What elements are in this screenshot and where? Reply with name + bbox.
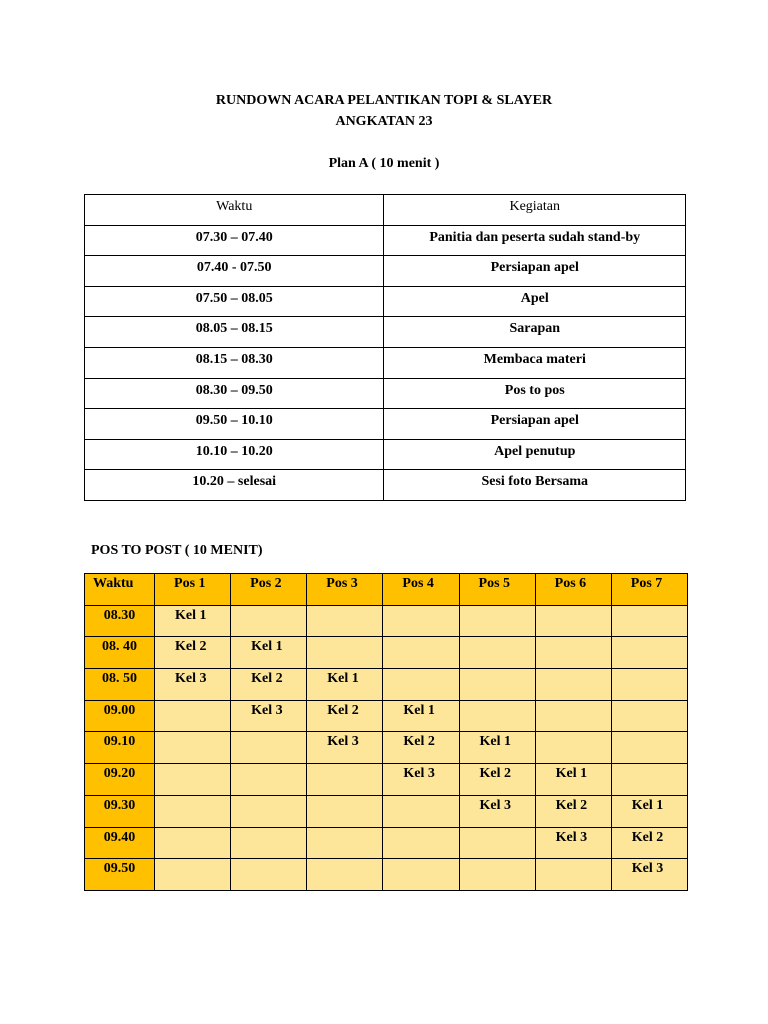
activity-cell: Persiapan apel	[384, 256, 686, 287]
activity-cell: Sarapan	[384, 317, 686, 348]
plan-label: Plan A ( 10 menit )	[328, 156, 440, 171]
group-cell	[155, 827, 231, 859]
group-cell	[611, 637, 687, 669]
table-row	[85, 700, 688, 732]
time-cell: 07.50 – 08.05	[85, 286, 384, 317]
time-cell: 08.15 – 08.30	[85, 347, 384, 378]
column-header: Pos 2	[231, 574, 307, 606]
group-cell	[383, 795, 459, 827]
group-cell: Kel 2	[155, 637, 231, 669]
group-cell	[155, 732, 231, 764]
time-cell: 08.30	[85, 605, 155, 637]
table-header-row	[85, 574, 688, 606]
table-row	[85, 317, 686, 348]
group-cell: Kel 1	[155, 605, 231, 637]
group-cell	[535, 605, 611, 637]
group-cell	[155, 795, 231, 827]
group-cell	[307, 764, 383, 796]
group-cell	[383, 827, 459, 859]
group-cell	[459, 669, 535, 701]
group-cell: Kel 3	[535, 827, 611, 859]
time-cell: 08. 40	[85, 637, 155, 669]
table-row	[85, 605, 688, 637]
time-cell: 08. 50	[85, 669, 155, 701]
table-row	[85, 378, 686, 409]
group-cell	[307, 637, 383, 669]
table-row	[85, 256, 686, 287]
group-cell: Kel 1	[383, 700, 459, 732]
group-cell: Kel 1	[535, 764, 611, 796]
time-cell: 10.20 – selesai	[85, 470, 384, 501]
table-row	[85, 795, 688, 827]
column-header: Pos 1	[155, 574, 231, 606]
group-cell	[307, 827, 383, 859]
table-row	[85, 439, 686, 470]
column-header: Waktu	[85, 574, 155, 606]
group-cell	[155, 700, 231, 732]
pos-section-heading: POS TO POST ( 10 MENIT)	[91, 543, 263, 558]
time-cell: 09.10	[85, 732, 155, 764]
activity-cell: Membaca materi	[384, 347, 686, 378]
activity-cell: Apel	[384, 286, 686, 317]
time-cell: 09.40	[85, 827, 155, 859]
table-row	[85, 347, 686, 378]
time-cell: 07.40 - 07.50	[85, 256, 384, 287]
group-cell	[535, 700, 611, 732]
rundown-table	[84, 194, 686, 501]
table-row	[85, 470, 686, 501]
group-cell: Kel 3	[231, 700, 307, 732]
group-cell: Kel 2	[459, 764, 535, 796]
group-cell	[459, 637, 535, 669]
group-cell	[459, 859, 535, 891]
group-cell: Kel 3	[383, 764, 459, 796]
table-row	[85, 225, 686, 256]
time-cell: 10.10 – 10.20	[85, 439, 384, 470]
table-row	[85, 669, 688, 701]
group-cell: Kel 3	[307, 732, 383, 764]
group-cell	[459, 827, 535, 859]
group-cell	[535, 669, 611, 701]
activity-cell: Pos to pos	[384, 378, 686, 409]
table-row	[85, 859, 688, 891]
time-cell: 09.50 – 10.10	[85, 409, 384, 440]
group-cell	[459, 700, 535, 732]
time-cell: 08.30 – 09.50	[85, 378, 384, 409]
column-header: Pos 3	[307, 574, 383, 606]
group-cell: Kel 1	[231, 637, 307, 669]
activity-cell: Sesi foto Bersama	[384, 470, 686, 501]
column-header: Kegiatan	[384, 195, 686, 226]
pos-schedule-table	[84, 573, 688, 891]
group-cell: Kel 3	[155, 669, 231, 701]
group-cell: Kel 3	[611, 859, 687, 891]
activity-cell: Panitia dan peserta sudah stand-by	[384, 225, 686, 256]
column-header: Waktu	[85, 195, 384, 226]
table-row	[85, 827, 688, 859]
group-cell	[611, 669, 687, 701]
group-cell	[307, 859, 383, 891]
group-cell	[231, 764, 307, 796]
group-cell	[307, 605, 383, 637]
group-cell	[611, 764, 687, 796]
table-row	[85, 286, 686, 317]
group-cell	[231, 795, 307, 827]
group-cell	[231, 605, 307, 637]
group-cell: Kel 2	[231, 669, 307, 701]
group-cell	[535, 732, 611, 764]
table-row	[85, 732, 688, 764]
column-header: Pos 4	[383, 574, 459, 606]
group-cell	[307, 795, 383, 827]
time-cell: 07.30 – 07.40	[85, 225, 384, 256]
group-cell: Kel 1	[611, 795, 687, 827]
group-cell	[383, 859, 459, 891]
group-cell: Kel 2	[611, 827, 687, 859]
time-cell: 09.30	[85, 795, 155, 827]
document-title: RUNDOWN ACARA PELANTIKAN TOPI & SLAYER	[215, 93, 553, 108]
table-row	[85, 637, 688, 669]
group-cell	[535, 637, 611, 669]
activity-cell: Persiapan apel	[384, 409, 686, 440]
group-cell	[459, 605, 535, 637]
group-cell	[383, 637, 459, 669]
group-cell: Kel 1	[459, 732, 535, 764]
activity-cell: Apel penutup	[384, 439, 686, 470]
group-cell	[611, 700, 687, 732]
column-header: Pos 5	[459, 574, 535, 606]
time-cell: 09.50	[85, 859, 155, 891]
group-cell: Kel 2	[535, 795, 611, 827]
group-cell	[383, 669, 459, 701]
column-header: Pos 6	[535, 574, 611, 606]
document-subtitle: ANGKATAN 23	[335, 114, 433, 129]
table-row	[85, 409, 686, 440]
table-header-row	[85, 195, 686, 226]
time-cell: 09.00	[85, 700, 155, 732]
group-cell	[155, 764, 231, 796]
table-row	[85, 764, 688, 796]
group-cell	[383, 605, 459, 637]
group-cell	[155, 859, 231, 891]
group-cell	[535, 859, 611, 891]
group-cell	[231, 859, 307, 891]
group-cell	[231, 732, 307, 764]
group-cell: Kel 1	[307, 669, 383, 701]
column-header: Pos 7	[611, 574, 687, 606]
group-cell: Kel 2	[307, 700, 383, 732]
group-cell	[611, 605, 687, 637]
group-cell: Kel 2	[383, 732, 459, 764]
time-cell: 09.20	[85, 764, 155, 796]
group-cell	[611, 732, 687, 764]
group-cell: Kel 3	[459, 795, 535, 827]
time-cell: 08.05 – 08.15	[85, 317, 384, 348]
group-cell	[231, 827, 307, 859]
